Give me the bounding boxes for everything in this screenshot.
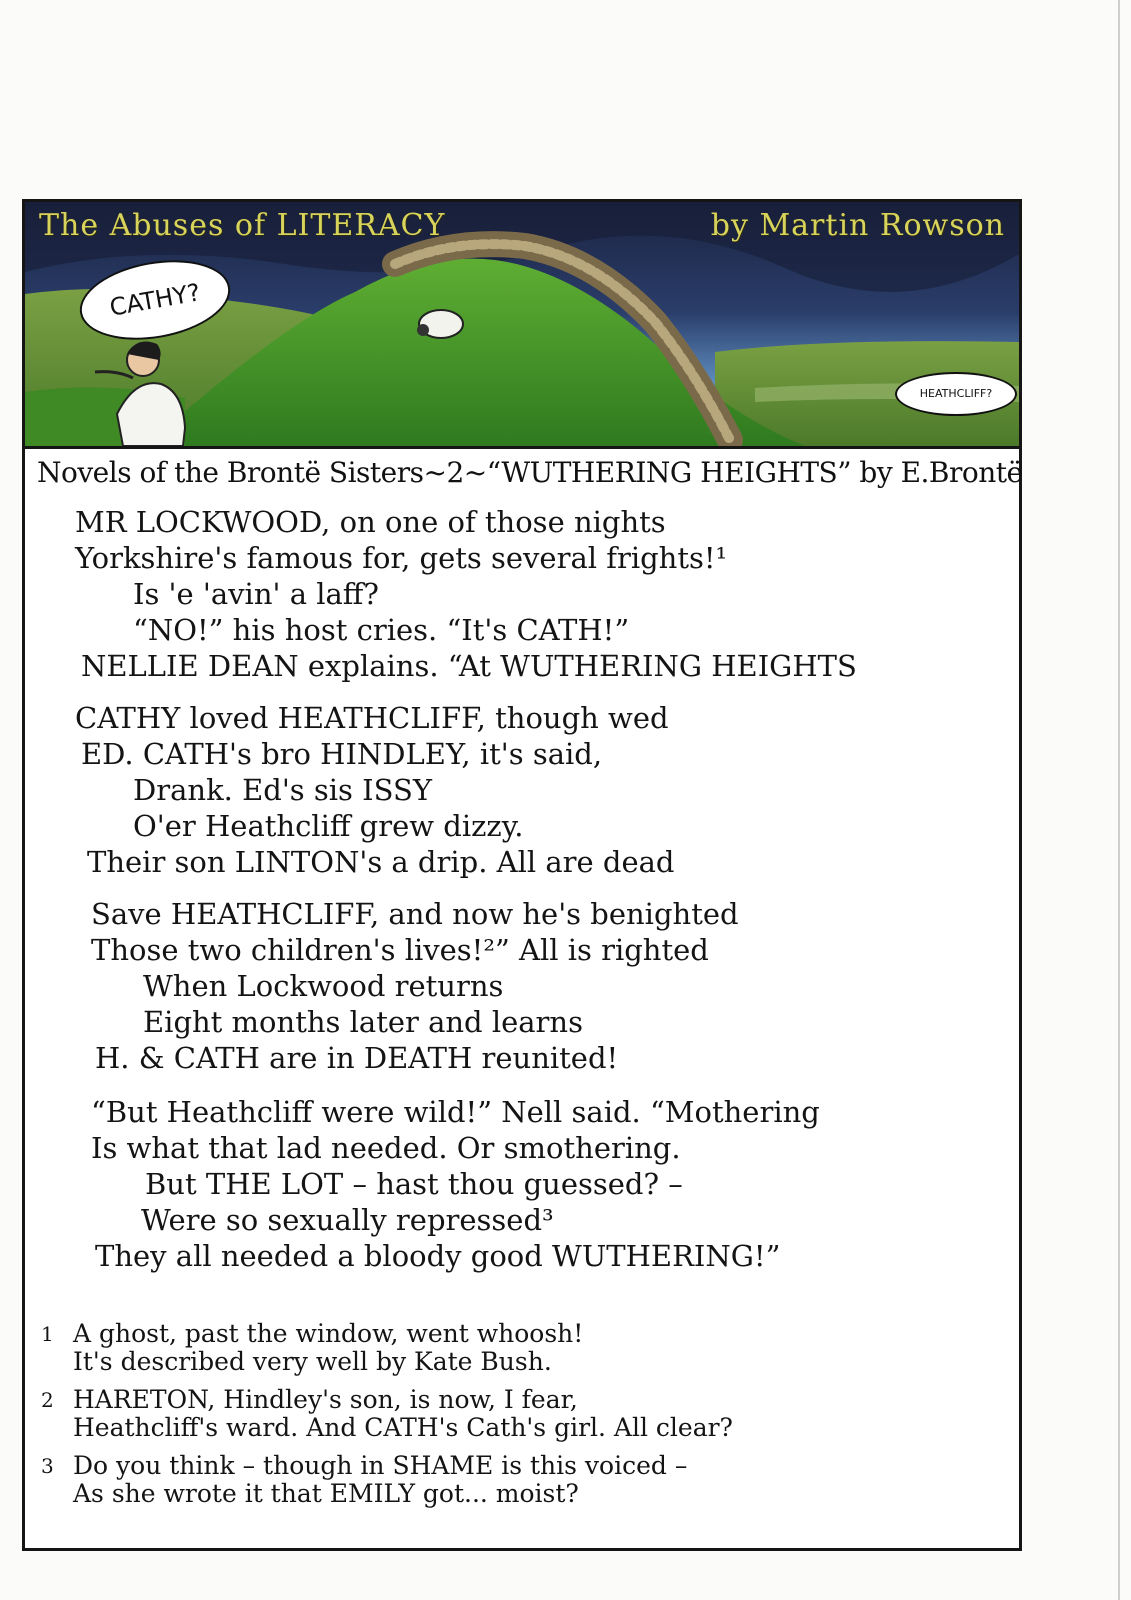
verse-line: Yorkshire's famous for, gets several frights!¹ <box>75 541 728 575</box>
illustration-scene <box>25 202 1019 449</box>
footnote-text: It's described very well by Kate Bush. <box>73 1347 552 1376</box>
page-edge <box>1118 0 1120 1600</box>
verse-line: NELLIE DEAN explains. “At WUTHERING HEIGHTS <box>81 649 857 683</box>
verse-line: “But Heathcliff were wild!” Nell said. “Mothering <box>91 1095 820 1129</box>
verse-line: When Lockwood returns <box>143 969 504 1003</box>
verse-line: Those two children's lives!²” All is righted <box>91 933 709 967</box>
footnote-number: 2 <box>41 1388 54 1412</box>
cartoon-panel <box>22 199 1022 1551</box>
cartoon-series-title: The Abuses of LITERACY <box>39 208 446 243</box>
sheep-head <box>417 324 429 336</box>
verse-line: But THE LOT – hast thou guessed? – <box>145 1167 683 1201</box>
speech-bubble-heathcliff: HEATHCLIFF? <box>895 372 1017 416</box>
verse-line: Drank. Ed's sis ISSY <box>133 773 432 807</box>
verse-line: Their son LINTON's a drip. All are dead <box>87 845 675 879</box>
episode-subtitle: Novels of the Brontë Sisters~2~“WUTHERING HEIGHTS” by E.Brontë <box>37 456 1023 489</box>
verse-line: Save HEATHCLIFF, and now he's benighted <box>91 897 739 931</box>
verse-line: They all needed a bloody good WUTHERING!” <box>95 1239 781 1273</box>
verse-line: “NO!” his host cries. “It's CATH!” <box>133 613 630 647</box>
footnote-text: HARETON, Hindley's son, is now, I fear, <box>73 1385 578 1414</box>
speech-bubble-cathy: CATHY? <box>74 249 237 350</box>
footnote-text: As she wrote it that EMILY got... moist? <box>73 1479 579 1508</box>
verse-line: ED. CATH's bro HINDLEY, it's said, <box>81 737 603 771</box>
footnote-number: 1 <box>41 1322 54 1346</box>
footnote-text: A ghost, past the window, went whoosh! <box>73 1319 584 1348</box>
verse-line: O'er Heathcliff grew dizzy. <box>133 809 524 843</box>
verse-line: Is 'e 'avin' a laff? <box>133 577 379 611</box>
verse-line: Is what that lad needed. Or smothering. <box>91 1131 681 1165</box>
verse-line: MR LOCKWOOD, on one of those nights <box>75 505 666 539</box>
verse-line: Eight months later and learns <box>143 1005 583 1039</box>
footnote-number: 3 <box>41 1454 54 1478</box>
verse-line: H. & CATH are in DEATH reunited! <box>95 1041 619 1075</box>
footnote-text: Heathcliff's ward. And CATH's Cath's girl. All clear? <box>73 1413 733 1442</box>
verse-line: Were so sexually repressed³ <box>141 1203 554 1237</box>
verse-line: CATHY loved HEATHCLIFF, though wed <box>75 701 669 735</box>
footnote-text: Do you think – though in SHAME is this voiced – <box>73 1451 688 1480</box>
author-byline: by Martin Rowson <box>710 208 1005 243</box>
